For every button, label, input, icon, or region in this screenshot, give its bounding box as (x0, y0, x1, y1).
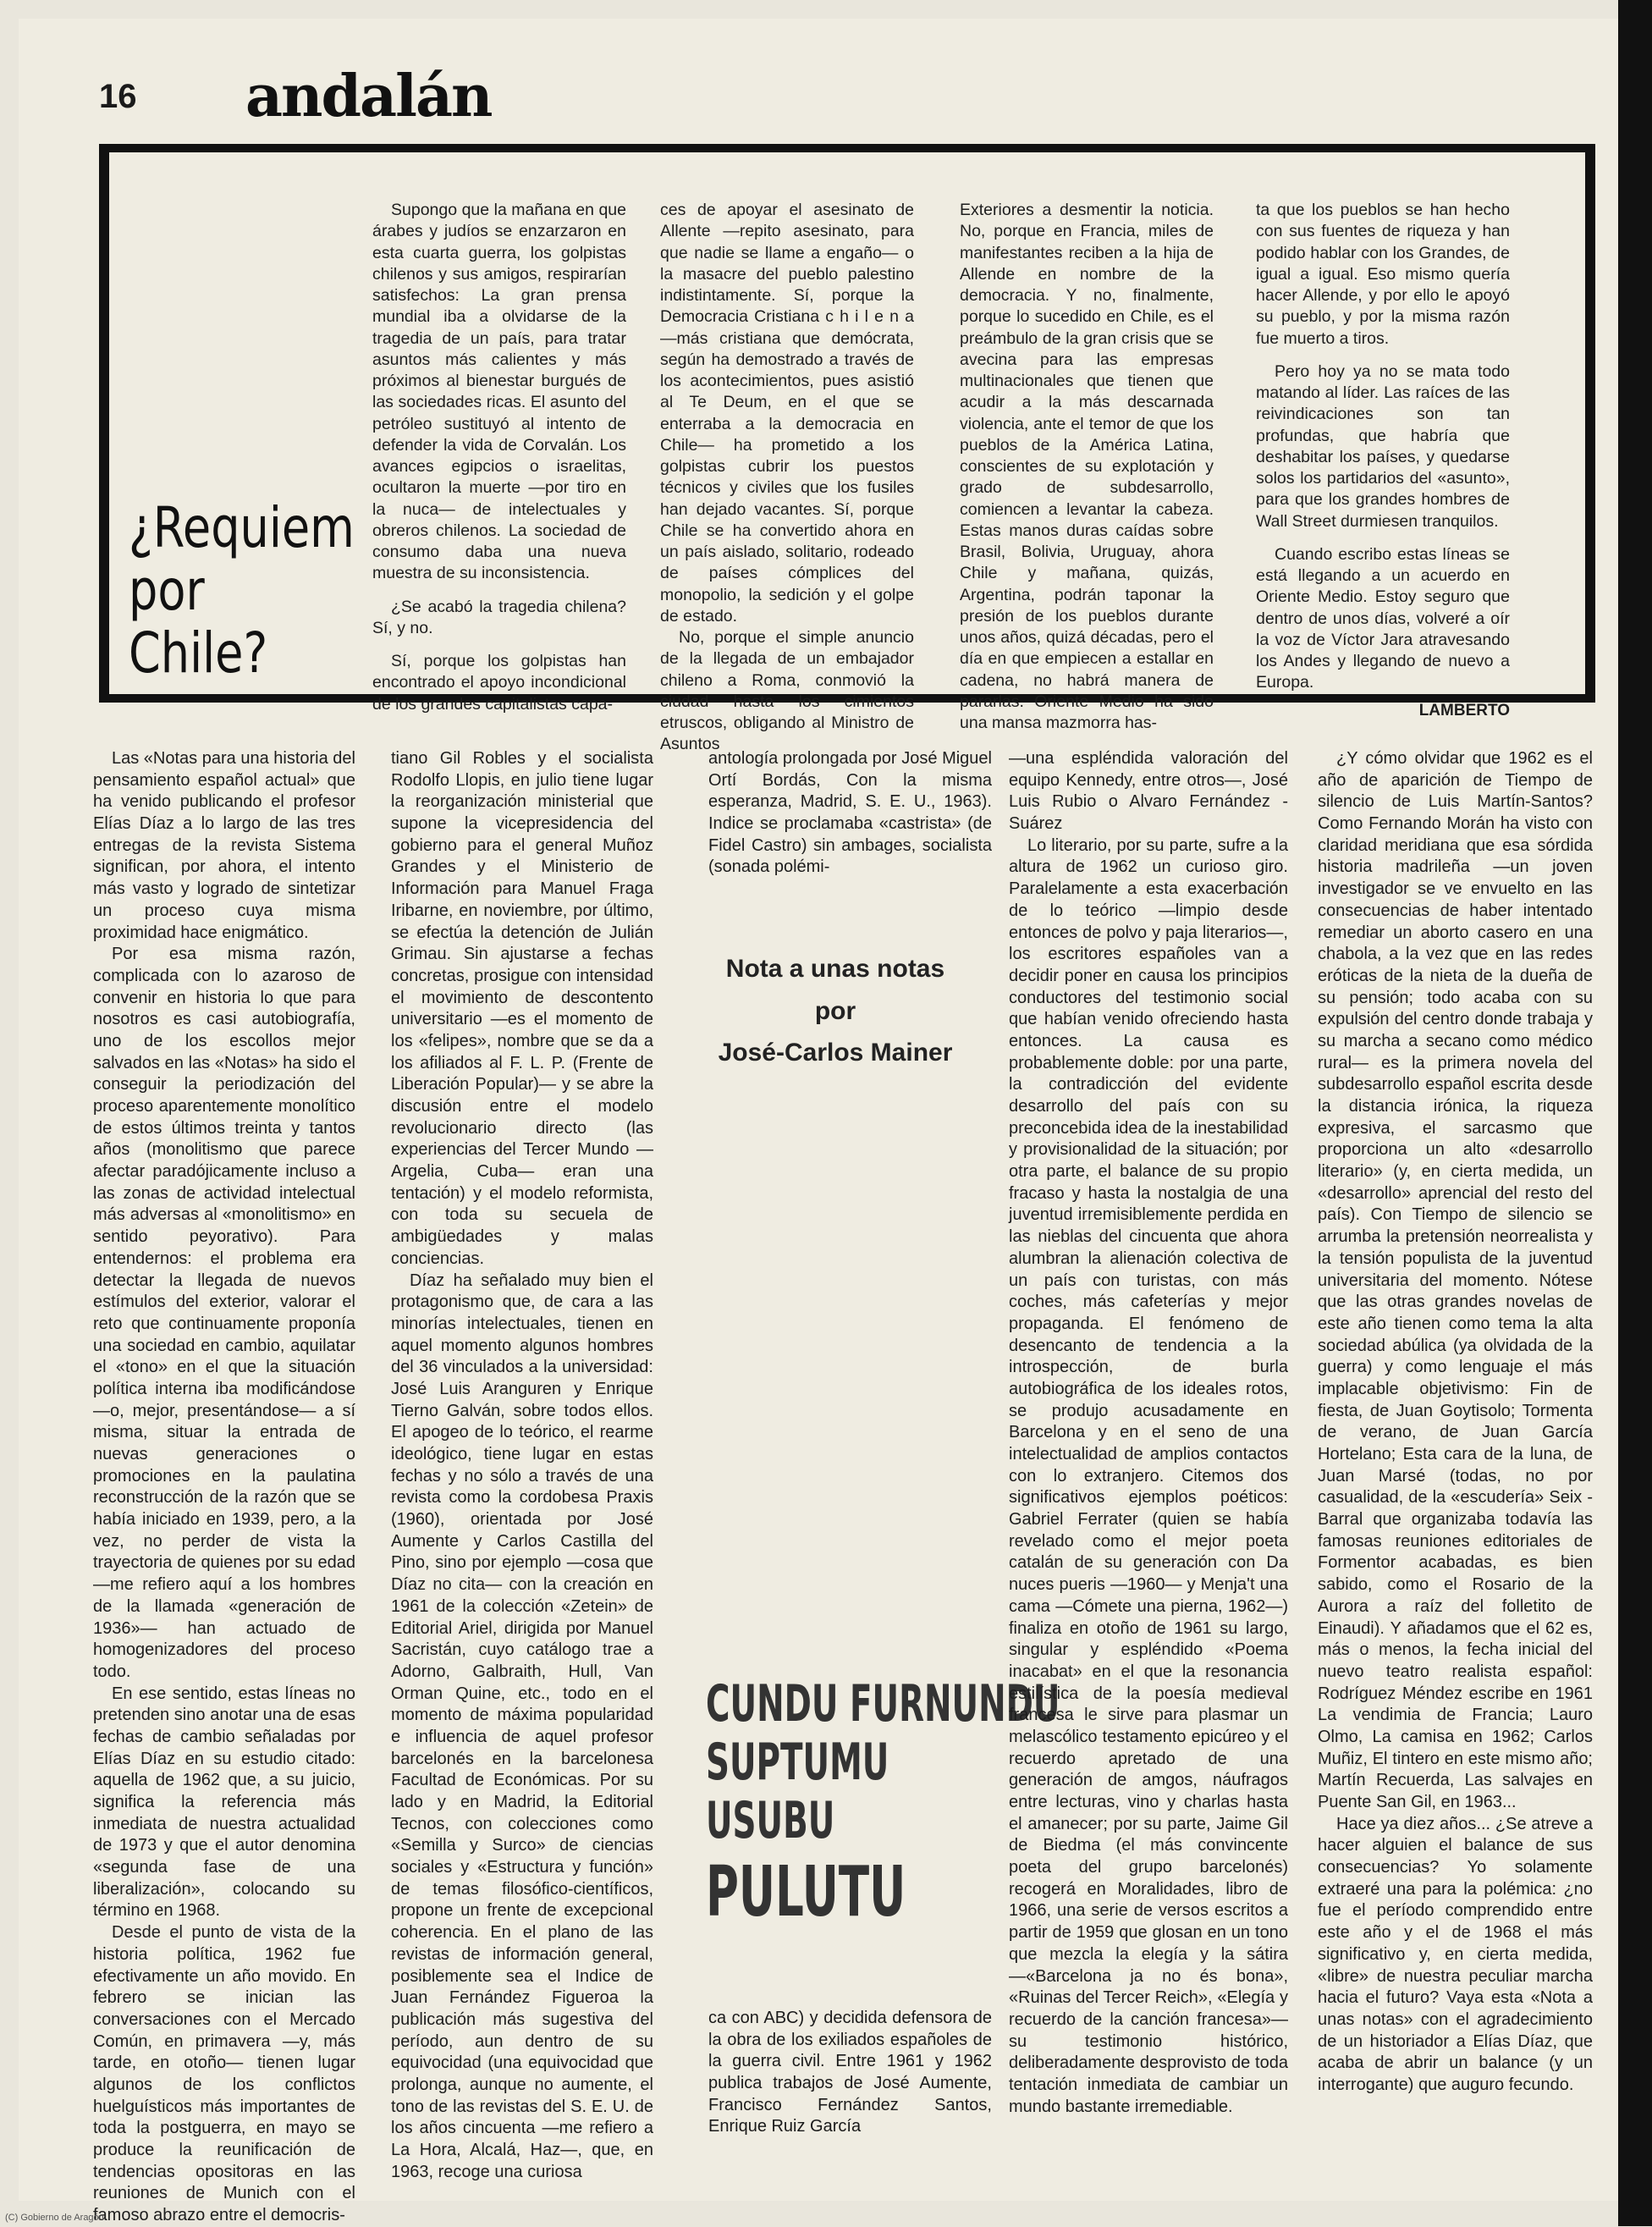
paragraph: ca con ABC) y decidida defensora de la obra de los exiliados españoles de la guerra civil. Entre 1961 y 1962 publica trabajos de José Aumente, Francisco Fernández Santos, Enrique Ruiz García (708, 2009, 992, 2136)
paragraph: Pero hoy ya no se mata todo matando al líder. Las raíces de las reivindicaciones son tan profundas, que habría que deshabitar los países, y quedarse solos los partidarios del «asunto», para que los grandes hombres de Wall Street durmiesen tranquilos. (1256, 361, 1510, 531)
paragraph: Díaz ha señalado muy bien el protagonismo que, de cara a las minorías intelectuales, tienen en aquel momento algunos hombres del 36 vinculados a la universidad: José Luis Aranguren y Enrique Tierno Galván, sobre todos ellos. El apogeo de lo teórico, el rearme ideológico, tiene lugar en estas fechas y no sólo a través de una revista como la cordobesa Praxis (1960), orientada por José Aumente y Carlos Castilla del Pino, sino por ejemplo —cosa que Díaz no cita— con la creación en 1961 de la colección «Zetein» de Editorial Ariel, dirigida por Manuel Sacristán, cuyo catálogo trae a Adorno, Galbraith, Hull, Van Orman Quine, etc., todo en el momento de máxima popularidad e influencia de aquel profesor barcelonés en la barcelonesa Facultad de Económicas. Por su lado y en Madrid, la Editorial Tecnos, con colecciones como «Semilla y Surco» de ciencias sociales y «Estructura y función» de temas filosófico-científicos, propone un frente de excepcional coherencia. En el plano de las revistas de información general, posiblemente sea el Indice de Juan Fernández Figueroa la publicación más sugestiva del período, aun dentro de su equivocidad (una equivocidad que prolonga, aunque no aumente, el tono de las revistas del S. E. U. de los años cincuenta —me refiero a La Hora, Alcalá, Haz—, que, en 1963, recoge una curiosa (391, 1271, 653, 2181)
article-title-block (708, 948, 962, 1074)
paragraph: Las «Notas para una historia del pensamiento español actual» que ha venido publicando el profesor Elías Díaz a lo largo de las tres entregas de la revista Sistema significan, por ahora, el intento más vasto y logrado de sintetizar un proceso cuya misma proximidad hace enigmático. (93, 749, 355, 942)
article-author: José-Carlos Mainer (718, 1039, 953, 1067)
paragraph: Por esa misma razón, complicada con lo azaroso de convenir en historia lo que para nosotros es casi autobiografía, uno de los escollos mejor salvados en las «Notas» ha sido el conseguir la periodización del proceso aparentemente monolítico de estos últimos treinta y tantos años (monolitismo que parece afectar paradójicamente incluso a las zonas de actividad intelectual más adversas al «monolitismo» en sentido peyorativo). Para entendernos: el problema era detectar la llegada de nuevos estímulos del exterior, valorar el reto que continuamente proponía una sociedad en cambio, aquilatar el «tono» en el que la situación política interna iba modificándose —o, mejor, presentándose— a sí misma, situar la entrada de nuevas generaciones o promociones en la paulatina reconstrucción de la razón que se había iniciado en 1939, pero, a la vez, no perder de vista la trayectoria de quienes por su edad —me refiero aquí a los hombres de la llamada «generación de 1936»— han actuado de homogenizadores del proceso todo. (93, 945, 355, 1681)
binding-edge (1618, 0, 1652, 2226)
censored-headline-line1: CUNDU FURNUNDU (706, 1674, 1060, 1734)
paragraph: No, porque el simple anuncio de la llegada de un embajador chileno a Roma, conmovió la ciudad hasta los cimientos etruscos, obligando al Ministro de Asuntos (660, 628, 914, 754)
paragraph: ces de apoyar el asesinato de Allente —repito asesinato, para que nadie se llame a engaño— o la masacre del pueblo palestino indistintamente. Sí, porque la Democracia Cristiana c h i l e n a —más cristiana que demócrata, según ha demostrado a través de los acontecimientos, pues asistió al Te Deum, en el que se enterraba a la democracia en Chile— ha prometido a los golpistas cubrir los puestos técnicos y civiles que los fusiles han dejado vacantes. Sí, porque Chile se ha convertido ahora en un país aislado, solitario, rodeado de países cómplices del monopolio, la sedición y el golpe de estado. (660, 201, 914, 626)
paragraph: Hace ya diez años... ¿Se atreve a hacer alguien el balance de sus consecuencias? Yo solamente extraeré una para la polémica: ¿no fue el período comprendido entre este año y el de 1968 el más significativo y, en cierta medida, «libre» de nuestra peculiar marcha hacia el futuro? Vaya esta «Nota a unas notas» con el agradecimiento de un historiador a Elías Díaz, que acaba de abrir un balance (y un interrogante) que auguro fecundo. (1318, 1814, 1593, 2094)
paragraph: —una espléndida valoración del equipo Kennedy, entre otros—, José Luis Rubio o Alvaro Fernández - Suárez (1009, 749, 1288, 834)
editorial-signature: LAMBERTO (1418, 701, 1510, 719)
paragraph: Sí, porque los golpistas han encontrado el apoyo incondicional de los grandes capitalistas capa- (372, 652, 626, 714)
article-column-4 (1009, 748, 1288, 2118)
article-title: Nota a unas notas (725, 955, 945, 983)
editorial-title (129, 495, 355, 686)
editorial-column-2 (660, 200, 914, 756)
paragraph: Lo literario, por su parte, sufre a la altura de 1962 un curioso giro. Paralelamente a esta exacerbación de lo teórico —limpio desde entonces de polvo y paja literarios—, los escritores españoles van a decidir poner en causa los principios conductores del testimonio social que habían venido ofreciendo hasta entonces. La causa es probablemente doble: por una parte, la contradicción del evidente desarrollo del país con su preconcebida idea de la inestabilidad y provisionalidad de la situación; por otra parte, el balance de su propio fracaso y hasta la nostalgia de una juventud irremisiblemente perdida en las nieblas del cincuenta que ahora alumbran la alienación colectiva de un país con turistas, con más coches, más cafeterías y mejor propaganda. El fenómeno de desencanto de tendencia a la introspección, de burla autobiográfica de los ideales rotos, se produjo acusadamente en Barcelona y en el seno de una intelectualidad de amplios contactos con lo extranjero. Citemos dos significativos ejemplos poéticos: Gabriel Ferrater (quien se había revelado como el mejor poeta catalán de su generación con Da nuces pueris —1960— y Menja't una cama —Cómete una pierna, 1962—) finaliza en otoño de 1961 su largo, singular y espléndido «Poema inacabat» en el que la resonancia estilística de la poesía medieval francesa le sirve para plasmar un melascólico testamento epicúreo y el recuerdo apretado de una generación de amgos, náufragos entre lecturas, vino y charlas hasta el amanecer; por su parte, Jaime Gil de Biedma (el más convincente poeta del grupo barcelonés) recogerá en Moralidades, libro de 1966, una serie de versos escritos a partir de 1959 que glosan en un tono que mezcla la elegía y la sátira —«Barcelona ja no és bona», «Ruinas del Tercer Reich», «Elegía y recuerdo de la canción francesa»— su testimonio histórico, deliberadamente desprovisto de toda tentación inmediata de cambiar un mundo bastante irremediable. (1009, 835, 1288, 2116)
article-column-2 (391, 748, 653, 2183)
paragraph: Exteriores a desmentir la noticia. No, porque en Francia, miles de manifestantes reciben a la hija de Allende en nombre de la democracia. Y no, finalmente, porque lo sucedido en Chile, es el preámbulo de la gran crisis que se avecina para las empresas multinacionales que tienen que acudir a la más descarnada violencia, ante el temor de que los pueblos de la América Latina, conscientes de su explotación y grado de subdesarrollo, comiencen a levantar la cabeza. Estas manos duras caídas sobre Brasil, Bolivia, Uruguay, ahora Chile y mañana, quizás, Argentina, podrán taponar la presión de los pueblos durante unos años, quizá décadas, pero el día en que empiecen a estallar en cadena, no habrá manera de pararlas. Oriente Medio ha sido una mansa mazmorra has- (960, 201, 1214, 732)
paragraph: En ese sentido, estas líneas no pretenden sino anotar una de esas fechas de cambio señaladas por Elías Díaz en su estudio citado: aquella de 1962 que, a su juicio, significa la referencia más inmediata de nuestra actualidad de 1973 y que el autor denomina «segunda fase de una liberalización», colocando su término en 1968. (93, 1684, 355, 1921)
paragraph: ta que los pueblos se han hecho con sus fuentes de riqueza y han podido hablar con los Grandes, de igual a igual. Eso mismo quería hacer Allende, y por ello le apoyó su pueblo, y por la misma razón fue muerto a tiros. (1256, 201, 1510, 348)
article-byline-por: por (814, 996, 856, 1025)
paragraph: ¿Se acabó la tragedia chilena? Sí, y no. (372, 597, 626, 637)
paragraph: Supongo que la mañana en que árabes y judíos se enzarzaron en esta cuarta guerra, los golpistas chilenos y sus amigos, respirarían satisfechos: La gran prensa mundial iba a olvidarse de la tragedia de un país, para tratar asuntos más calientes y más próximos al bienestar burgués de las sociedades ricas. El asunto del petróleo sustituyó al intento de defender la vida de Corvalán. Los avances egipcios o israelitas, ocultaron la muerte —por tiro en la nuca— de intelectuales y obreros chilenos. La sociedad de consumo daba una nueva muestra de su inconsistencia. (372, 201, 626, 583)
editorial-column-3 (960, 200, 1214, 734)
paragraph: ¿Y cómo olvidar que 1962 es el año de aparición de Tiempo de silencio de Luis Martín-Santos? Como Fernando Morán ha visto con claridad meridiana que esa sórdida historia madrileña —un joven investigador se ve envuelto en las consecuencias de haber intentado remediar un aborto casero en una chabola, a la vez que en las redes eróticas de la nieta de la dueña de su pensión; todo acaba con su expulsión del centro donde trabaja y su marcha a secano como médico rural— es la primera novela del subdesarrollo español escrita desde la distancia irónica, la riqueza expresiva, el sarcasmo que proporciona un alto «desarrollo literario» (y, en cierta medida, un «desarrollo» aprencial del resto del país). Con Tiempo de silencio se arrumba la pretensión neorrealista y la tensión populista de la juventud universitaria del momento. Nótese que las otras grandes novelas de este año tienen como tema la alta sociedad abúlica (ya olvidada de la guerra) y como lenguaje el más implacable objetivismo: Fin de fiesta, de Juan Goytisolo; Tormenta de verano, de Juan García Hortelano; Esta cara de la luna, de Juan Marsé (todas, no por casualidad, de la «escudería» Seix - Barral que organizaba todavía las famosas reuniones editoriales de Formentor acabadas, es bien sabido, como el Rosario de la Aurora a raíz del folletito de Einaudi). Y añadamos que el 62 es, más o menos, la fecha inicial del nuevo teatro realista español: Rodríguez Méndez escribe en 1961 La vendimia de Francia; Lauro Olmo, La camisa en 1962; Carlos Muñiz, El tintero en este mismo año; Martín Recuerda, Las salvajes en Puente San Gil, en 1963... (1318, 749, 1593, 1811)
copyright-credit: (C) Gobierno de Aragón (5, 2213, 104, 2223)
article-column-3-top (708, 748, 992, 879)
censored-headline-line4: PULUTU (706, 1852, 906, 1932)
censored-headline-line2: SUPTUMU (706, 1733, 889, 1792)
editorial-title-line1: ¿Requiem (129, 495, 355, 560)
paragraph: Desde el punto de vista de la historia política, 1962 fue efectivamente un año movido. En febrero se inician las conversaciones con el Mercado Común, en primavera —y, más tarde, en otoño— tienen lugar algunos de los conflictos huelguísticos más importantes de toda la postguerra, en mayo se produce la reunificación de tendencias opositoras en las reuniones de Munich con el famoso abrazo entre el democris- (93, 1923, 355, 2225)
censored-headline-line3: USUBU (706, 1791, 835, 1850)
paragraph: Cuando escribo estas líneas se está llegando a un acuerdo en Oriente Medio. Estoy seguro que dentro de unos días, volveré a oír la voz de Víctor Jara atravesando los Andes y llegando de nuevo a Europa. (1256, 544, 1510, 692)
article-column-5 (1318, 748, 1593, 2097)
paragraph: tiano Gil Robles y el socialista Rodolfo Llopis, en julio tiene lugar la reorganización ministerial que supone la vicepresidencia del gobierno para el general Muñoz Grandes y el Ministerio de Información para Manuel Fraga Iribarne, en noviembre, por último, se efectúa la detención de Julián Grimau. Sin ajustarse a fechas concretas, prosigue con intensidad el movimiento de descontento universitario —es el momento de los «felipes», nombre que se da a los afiliados al F. L. P. (Frente de Liberación Popular)— y se abre la discusión entre el modelo revolucionario directo (las experiencias del Tercer Mundo —Argelia, Cuba— eran una tentación) y el modelo reformista, con toda su secuela de ambigüedades y malas conciencias. (391, 749, 653, 1268)
masthead-logo: andalán (245, 63, 492, 130)
article-column-3-bottom (708, 2008, 992, 2138)
editorial-title-line2: por Chile? (129, 557, 268, 686)
editorial-column-4 (1256, 200, 1510, 721)
article-column-1 (93, 748, 355, 2227)
editorial-column-1 (372, 200, 626, 715)
paragraph: antología prolongada por José Miguel Ortí Bordás, Con la misma esperanza, Madrid, S. E. U., 1963). Indice se proclamaba «castrista» (de Fidel Castro) sin ambages, socialista (sonada polémi- (708, 749, 992, 877)
page-number: 16 (99, 78, 137, 115)
